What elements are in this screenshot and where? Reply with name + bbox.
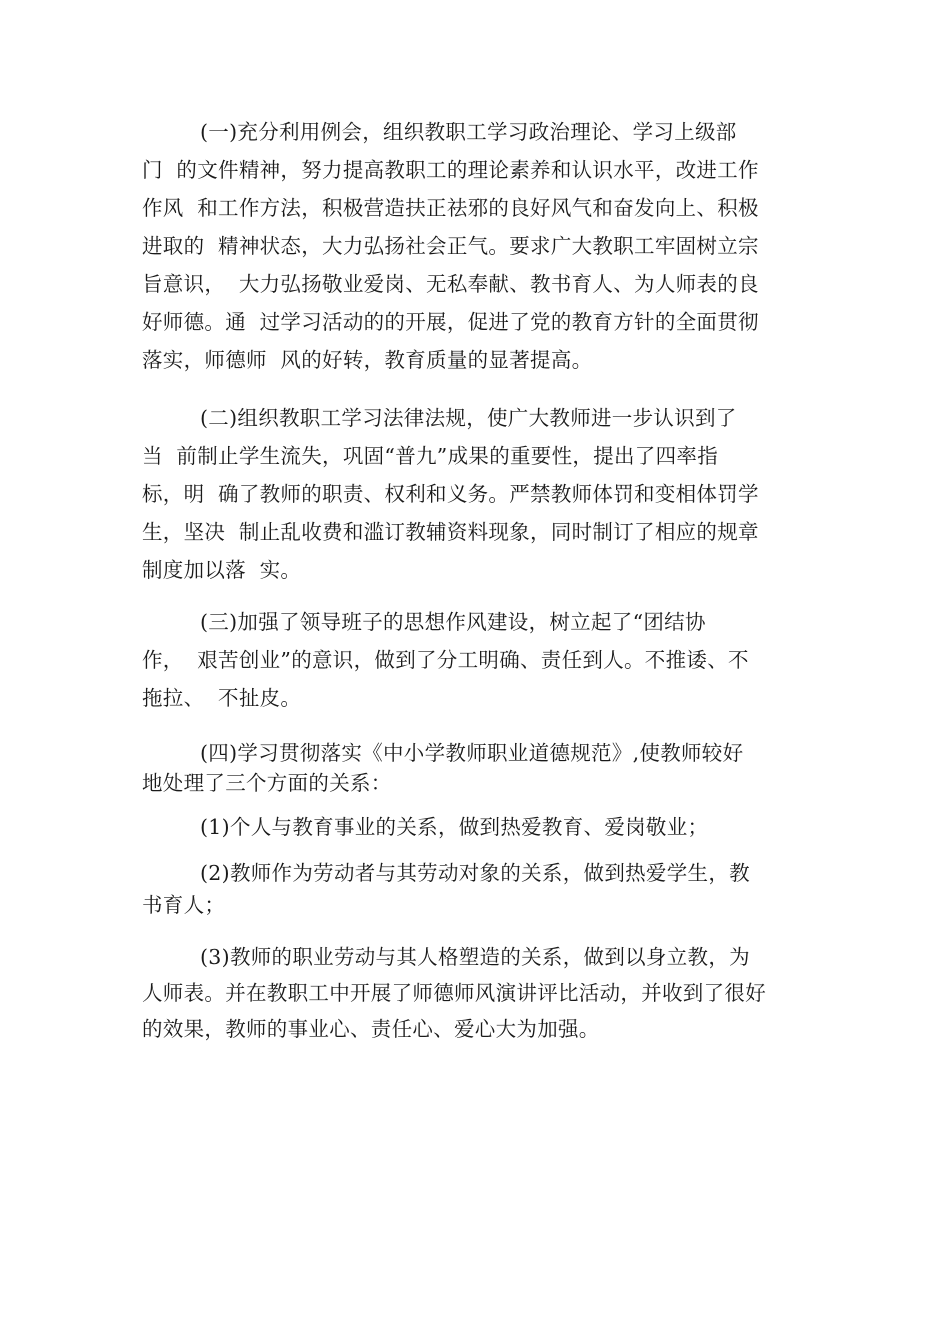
paragraph-4-line-2: 地处理了三个方面的关系：: [142, 771, 392, 795]
list-item-2-line-2: 书育人；: [142, 893, 226, 917]
list-item-3-line-3: 的效果，教师的事业心、责任心、爱心大为加强。: [142, 1017, 600, 1041]
paragraph-2-line-4: 生，坚决 制止乱收费和滥订教辅资料现象，同时制订了相应的规章: [142, 520, 759, 544]
paragraph-1-line-3: 作风 和工作方法，积极营造扶正祛邪的良好风气和奋发向上、积极: [142, 196, 759, 220]
paragraph-1-line-4: 进取的 精神状态，大力弘扬社会正气。要求广大教职工牢固树立宗: [142, 234, 759, 258]
list-item-3-line-1: (3)教师的职业劳动与其人格塑造的关系，做到以身立教，为: [200, 945, 750, 969]
paragraph-1-line-2: 门 的文件精神，努力提高教职工的理论素养和认识水平，改进工作: [142, 158, 759, 182]
paragraph-2-line-5: 制度加以落 实。: [142, 558, 302, 582]
paragraph-3-line-1: (三)加强了领导班子的思想作风建设，树立起了“团结协: [200, 610, 706, 634]
paragraph-3-line-3: 拖拉、 不扯皮。: [142, 686, 302, 710]
paragraph-3-line-2: 作， 艰苦创业”的意识，做到了分工明确、责任到人。不推诿、不: [142, 648, 749, 672]
paragraph-1-line-1: (一)充分利用例会，组织教职工学习政治理论、学习上级部: [200, 120, 737, 144]
list-item-3-line-2: 人师表。并在教职工中开展了师德师风演讲评比活动，并收到了很好: [142, 981, 766, 1005]
paragraph-2-line-1: (二)组织教职工学习法律法规，使广大教师进一步认识到了: [200, 406, 737, 430]
list-item-2-line-1: (2)教师作为劳动者与其劳动对象的关系，做到热爱学生，教: [200, 861, 750, 885]
paragraph-1-line-5: 旨意识， 大力弘扬敬业爱岗、无私奉献、教书育人、为人师表的良: [142, 272, 759, 296]
paragraph-1-line-7: 落实，师德师 风的好转，教育质量的显著提高。: [142, 348, 593, 372]
paragraph-2-line-3: 标，明 确了教师的职责、权利和义务。严禁教师体罚和变相体罚学: [142, 482, 759, 506]
list-item-1-line-1: (1)个人与教育事业的关系，做到热爱教育、爱岗敬业；: [200, 815, 709, 839]
paragraph-1-line-6: 好师德。通 过学习活动的的开展，促进了党的教育方针的全面贯彻: [142, 310, 759, 334]
paragraph-2-line-2: 当 前制止学生流失，巩固“普九”成果的重要性，提出了四率指: [142, 444, 718, 468]
paragraph-4-line-1: (四)学习贯彻落实《中小学教师职业道德规范》,使教师较好: [200, 741, 744, 765]
